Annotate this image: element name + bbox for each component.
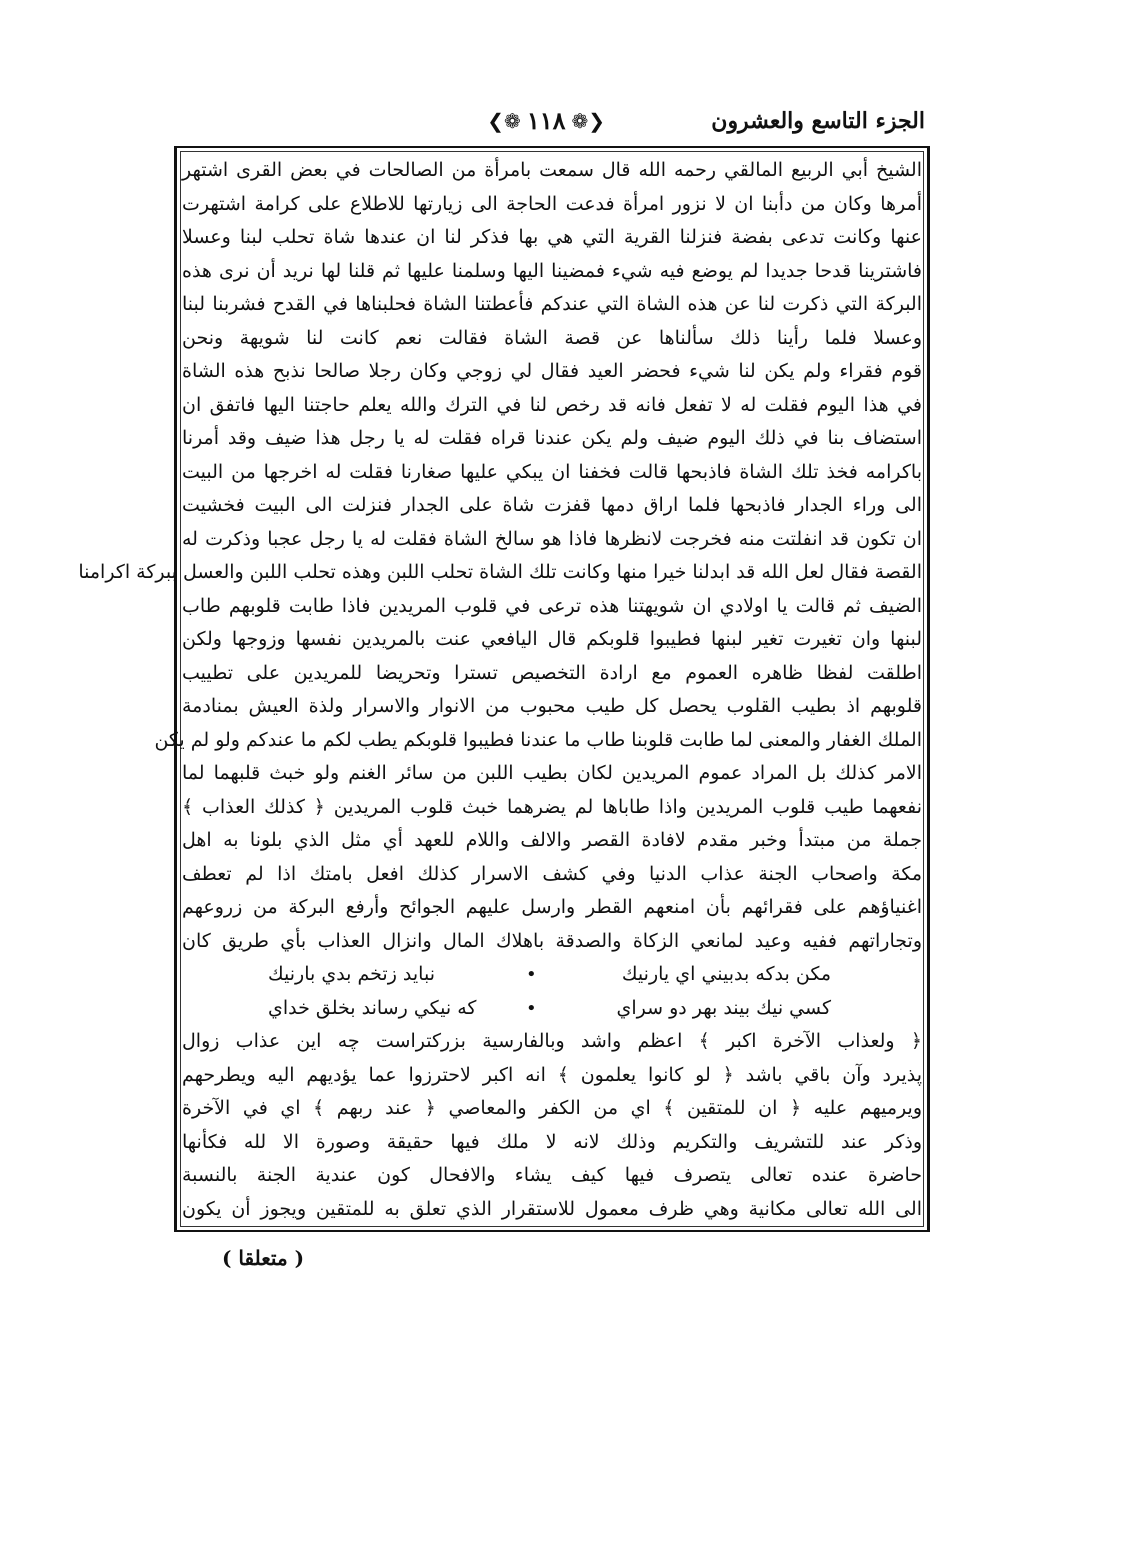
text-line: عنها وكانت تدعى بفضة فنزلنا القرية التي هي بها فذكر لنا ان عندها شاة تحلب لبنا وعسلا xyxy=(182,226,922,248)
text-line: ﴿ ولعذاب الآخرة اكبر ﴾ اعظم واشد وبالفارسية بزركتراست چه اين عذاب زوال xyxy=(182,1030,922,1052)
text-line: اغنياؤهم على فقرائهم بأن امنعهم القطر وارسل عليهم الجوائح وأرفع البركة من زروعهم xyxy=(182,896,922,918)
verse-1-separator: • xyxy=(526,964,537,985)
ornament-left-icon: ❮❁ xyxy=(487,108,521,133)
text-line: مكة واصحاب الجنة عذاب الدنيا وفي كشف الاسرار كذلك افعل بامتك اذا لم تعطف xyxy=(182,862,922,885)
text-line: القصة فقال لعل الله قد ابدلنا خيرا منها وكانت تلك الشاة تحلب اللبن وهذه تحلب اللبن والعسل ببركة اكرامنا xyxy=(78,561,922,583)
text-line: البركة التي ذكرت لنا عن هذه الشاة التي عندكم فأعطتنا الشاة فحلبناها في القدح فشربنا لبنا xyxy=(182,293,922,315)
text-line: الى الله تعالى مكانية وهي ظرف معمول للاستقرار الذي تعلق به للمتقين ويجوز أن يكون xyxy=(182,1197,922,1220)
verse-2-right: كسي نيك بيند بهر دو سراي xyxy=(616,996,831,1019)
text-line: باكرامه فخذ تلك الشاة فاذبحها قالت فخفنا ان يبكي عليها صغارنا فقلت له اخرجها من البيت xyxy=(182,460,922,483)
text-line: أمرها وكان من دأبنا ان لا نزور امرأة فدعت الحاجة الى زيارتها للاطلاع على كرامة اشتهرت xyxy=(182,192,922,215)
text-line: اطلقت لفظا ظاهره العموم مع ارادة التخصيص تسترا وتحريضا للمريدين على تطييب xyxy=(182,661,922,684)
text-line: لبنها وان تغيرت تغير لبنها فطيبوا قلوبكم قال اليافعي عنت بالمريدين نفسها وزوجها ولكن xyxy=(182,628,922,650)
text-line: حاضرة عنده تعالى يتصرف فيها كيف يشاء والافحال كون عندية الجنة بالنسبة xyxy=(182,1164,922,1186)
text-line: نفعهما طيب قلوب المريدين واذا طاباها لم يضرهما خبث قلوب المريدين ﴿ كذلك العذاب ﴾ xyxy=(182,795,922,818)
running-title: الجزء التاسع والعشرون xyxy=(711,108,925,134)
text-line: ان تكون قد انفلتت منه فخرجت لانظرها فاذا هو سالخ الشاة فقلت له يا رجل عجبا وذكرت له xyxy=(182,527,922,550)
text-line: فاشترينا قدحا جديدا لم يوضع فيه شيء فمضينا اليها وسلمنا عليها ثم قلنا لها نريد أن نرى هذه xyxy=(182,259,922,282)
text-line: ويرميهم عليه ﴿ ان للمتقين ﴾ اي من الكفر والمعاصي ﴿ عند ربهم ﴾ اي في الآخرة xyxy=(182,1097,922,1119)
text-line: وعسلا فلما رأينا ذلك سألناها عن قصة الشاة فقالت نعم كانت لنا شويهة ونحن xyxy=(182,326,922,349)
verse-1-left: نبايد زتخم بدي بارنيك xyxy=(268,963,435,985)
text-line: استضاف بنا في ذلك اليوم ضيف ولم يكن عندنا قراه فقلت له يا رجل هذا ضيف وقد أمرنا xyxy=(182,427,922,449)
ornament-right-icon: ❁❯ xyxy=(571,108,605,133)
text-line: الضيف ثم قالت يا اولادي ان شويهتنا هذه ترعى في قلوب المريدين فاذا طابت قلوبهم طاب xyxy=(182,594,922,617)
text-line: الامر كذلك بل المراد عموم المريدين لكان بطيب اللبن من سائر الغنم ولو خبث قلبهما لما xyxy=(182,762,923,784)
page-number: ١١٨ xyxy=(526,106,566,135)
page-number-block xyxy=(487,106,605,135)
text-line: الى وراء الجدار فاذبحها فلما اراق دمها قفزت شاة على الجدار فنزلت الى البيت فخشيت xyxy=(182,494,922,516)
text-line: الملك الغفار والمعنى لما طابت قلوبنا طاب ما عندنا فطيبوا قلوبكم يطب لكم ما عندكم ولو لم يكن xyxy=(154,728,922,751)
text-line: الشيخ أبي الربيع المالقي رحمه الله قال سمعت بامرأة من الصالحات في بعض القرى اشتهر xyxy=(182,159,922,181)
text-line: في هذا اليوم فقلت له لا تفعل فانه قد رخص لنا في الترك والله يعلم حاجتنا اليها فاتفق ان xyxy=(182,393,922,416)
text-line: پذيرد وآن باقي باشد ﴿ لو كانوا يعلمون ﴾ انه اكبر لاحترزوا عما يؤديهم اليه ويطرحهم xyxy=(182,1063,922,1086)
page-header xyxy=(180,104,925,144)
text-line: قوم فقراء ولم يكن لنا شيء فحضر العيد فقال لي زوجي وكان رجلا صالحا نذبح هذه الشاة xyxy=(182,360,922,382)
text-line: وتجاراتهم ففيه وعيد لمانعي الزكاة والصدقة باهلاك المال وانزال العذاب بأي طريق كان xyxy=(182,929,922,952)
text-line: وذكر عند للتشريف والتكريم وذلك لانه لا ملك فيها حقيقة وصورة الا لله فكأنها xyxy=(182,1130,922,1153)
text-line: جملة من مبتدأ وخبر مقدم لافادة القصر والالف واللام للعهد أي مثل الذي بلونا به اهل xyxy=(182,829,922,851)
verse-2-left: كه نيكي رساند بخلق خداي xyxy=(268,996,477,1019)
verse-1-right: مكن بدكه بدبيني اي يارنيك xyxy=(621,963,831,985)
verse-2-separator: • xyxy=(526,997,537,1019)
text-line: قلوبهم اذ بطيب القلوب يحصل كل طيب محبوب من الانوار والاسرار ولذة العيش بمنادمة xyxy=(182,695,922,717)
catchword: ( متعلقا ) xyxy=(222,1246,305,1270)
